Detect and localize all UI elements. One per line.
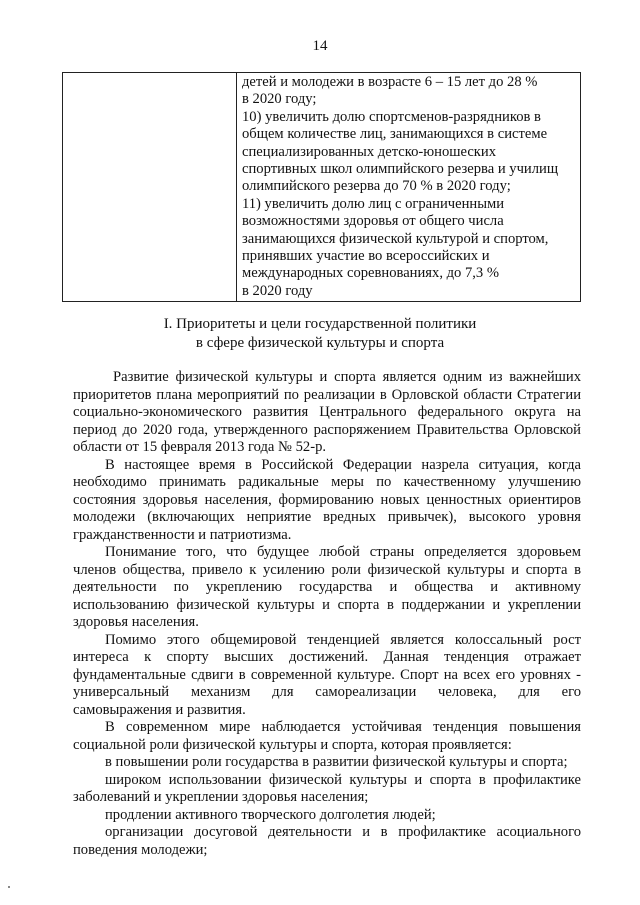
table-cell-line: принявших участие во всероссийских и: [242, 248, 490, 265]
paragraph-line: Понимание того, что будущее любой страны определяется здоровьем: [105, 544, 581, 560]
body-text: [73, 369, 581, 859]
paragraph-line: деятельности по укреплению государства и общества и активному: [73, 579, 581, 595]
table-cell-line: спортивных школ олимпийского резерва и училищ: [242, 161, 559, 178]
paragraph-line: области от 15 февраля 2013 года № 52-р.: [73, 439, 327, 455]
table-cell-line: 10) увеличить долю спортсменов-разрядников в: [242, 108, 541, 125]
paragraph-line: самовыражения и развития.: [73, 701, 246, 718]
paragraph-line: молодежи (включающих неприятие вредных привычек), высокого уровня: [73, 509, 581, 525]
paragraph: [73, 544, 581, 632]
table-cell-line: международных соревнованиях, до 7,3 %: [242, 265, 500, 282]
paragraph-line: социальной роли физической культуры и спорта, которая проявляется:: [73, 736, 512, 753]
table-row: [63, 73, 581, 302]
paragraph-line: Помимо этого общемировой тенденцией является колоссальный рост: [105, 631, 581, 648]
table-cell-empty: [63, 73, 237, 302]
paragraph-line: социально-экономического развития Центрального федерального округа на: [73, 404, 581, 420]
section-heading: [0, 315, 640, 352]
page-number: 14: [312, 38, 328, 54]
paragraph-line: использованию физической культуры и спорта в поддержании и укреплении: [73, 596, 581, 613]
table-cell-line: в 2020 году;: [242, 91, 317, 108]
section-heading-line: в сфере физической культуры и спорта: [195, 334, 445, 351]
paragraph: [73, 457, 581, 545]
paragraph-line: широком использовании физической культуры и спорта в профилактике: [105, 771, 581, 788]
paragraph: [73, 772, 581, 807]
table-cell-line: возможностями здоровья от общего числа: [242, 213, 504, 230]
table-cell-line: детей и молодежи в возрасте 6 – 15 лет до 28 %: [242, 74, 538, 90]
paragraph-line: состояния здоровья населения, формированию новых ценностных ориентиров: [73, 491, 581, 508]
paragraph-line: приоритетов плана мероприятий по реализации в Орловской области Стратегии: [73, 386, 581, 403]
paragraph-line: поведения молодежи;: [73, 841, 208, 858]
paragraph: [73, 632, 581, 720]
paragraph: [73, 369, 581, 457]
paragraph-line: В настоящее время в Российской Федерации назрела ситуация, когда: [105, 456, 581, 473]
table-cell-goals: [237, 73, 581, 302]
paragraph-line: период до 2020 года, утвержденного распоряжением Правительства Орловской: [73, 421, 581, 438]
paragraph-line: гражданственности и патриотизма.: [73, 526, 292, 543]
paragraph: [73, 754, 581, 772]
paragraph-line: здоровья населения.: [73, 614, 199, 630]
paragraph-line: необходимо принимать радикальные меры по качественному улучшению: [73, 474, 581, 490]
paragraph-line: продлении активного творческого долголетия людей;: [105, 806, 436, 823]
table-cell-line: специализированных детско-юношеских: [242, 143, 497, 160]
goals-table: [62, 72, 581, 302]
paragraph: [73, 824, 581, 859]
table-cell-line: занимающихся физической культурой и спортом,: [242, 230, 549, 247]
paragraph-line: заболеваний и укреплении здоровья населения;: [73, 789, 369, 805]
paragraph-line: организации досуговой деятельности и в профилактике асоциального: [105, 824, 581, 840]
paragraph-line: фундаментальные сдвиги в современной культуре. Спорт на всех его уровнях -: [73, 666, 581, 683]
scan-artifact: [8, 886, 10, 888]
paragraph-line: в повышении роли государства в развитии физической культуры и спорта;: [105, 754, 568, 770]
paragraph: [73, 807, 581, 825]
paragraph: [73, 719, 581, 754]
table-cell-line: общем количестве лиц, занимающихся в системе: [242, 126, 548, 143]
section-heading-line: I. Приоритеты и цели государственной политики: [163, 316, 477, 332]
paragraph-line: В современном мире наблюдается устойчивая тенденция повышения: [105, 719, 581, 735]
table-cell-line: в 2020 году: [242, 282, 313, 299]
paragraph-line: интереса к спорту высших достижений. Данная тенденция отражает: [73, 649, 581, 665]
table-cell-line: олимпийского резерва до 70 % в 2020 году;: [242, 178, 511, 195]
paragraph-line: членов общества, привело к усилению роли физической культуры и спорта в: [73, 561, 581, 578]
paragraph-line: Развитие физической культуры и спорта является одним из важнейших: [113, 369, 581, 385]
paragraph-line: универсальный механизм для самореализации человека, для его: [73, 684, 581, 700]
table-cell-line: 11) увеличить долю лиц с ограниченными: [242, 195, 505, 212]
